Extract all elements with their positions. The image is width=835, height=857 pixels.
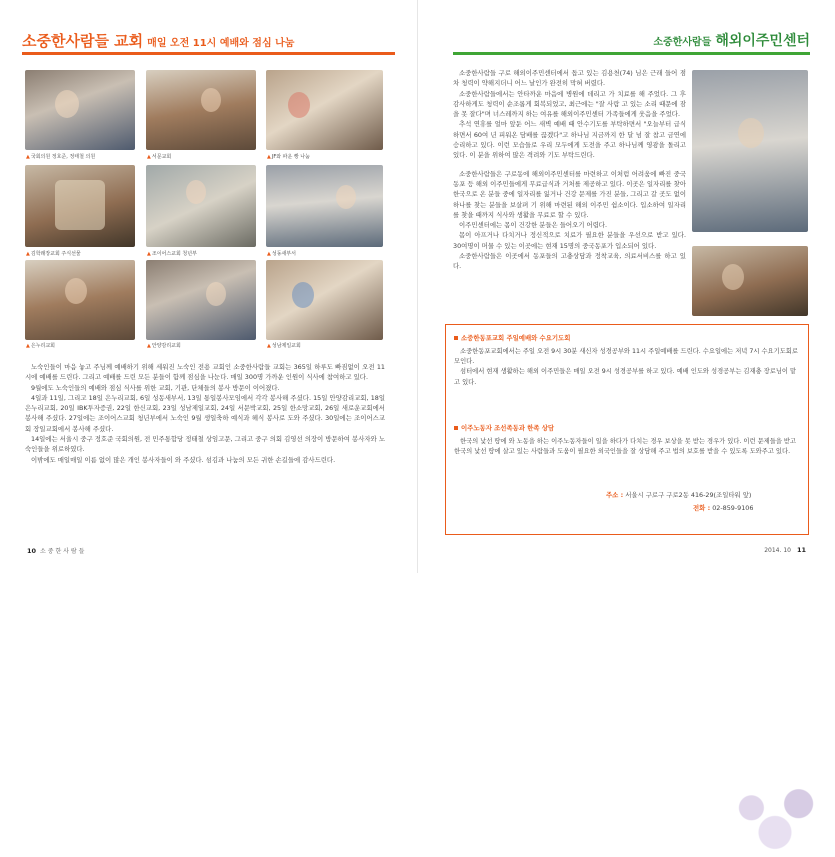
right-footer	[764, 546, 810, 554]
right-title-big: 해외이주민센터	[715, 33, 810, 49]
right-page	[418, 0, 835, 573]
paragraph: 소중한사람들은 구로동에 해외이주민센터를 마련하고 이처럼 어려움에 빠진 중국 동포 등 해외 이주민들에게 무료급식과 거처를 제공하고 있다. 이곳은 일자리를 찾아 한국으로 온 분들 중에 일자리를 잃거나 건강 문제를 가진 분들, 그리고 갈 곳도 없이 하나를 찾는 분들을 보살펴 기 위해 마련된 해외 이주민 쉼소이다. 입소하여 일자리를 찾을 때까지 식사와 생활을 무료로 할 수 있다.	[453, 169, 686, 219]
photo-5	[146, 165, 256, 247]
phone-line: 전화 : 02-859-9106	[693, 504, 754, 512]
left-footer	[27, 546, 84, 555]
paragraph: 섬터에서 현재 생활하는 해외 이주민들은 매일 오전 9시 성경공부를 하고 있다. 예배 인도와 성경공부는 김재충 장로님이 맡고 있다.	[454, 368, 797, 386]
left-title: 소중한사람들 교회	[22, 32, 144, 50]
left-body	[25, 362, 385, 465]
photo-4	[25, 165, 135, 247]
paragraph: 소중한동포교회에서는 주일 오전 9시 30분 새신자 성경공부와 11시 주일예배를 드린다. 수요일에는 저녁 7시 수요기도회로 모인다.	[454, 348, 798, 366]
left-header	[22, 30, 294, 51]
photo-caption: ▲국회의원 정호준, 정태철 의원	[26, 154, 96, 160]
photo-right-2	[692, 246, 808, 316]
photo-caption: ▲조이어스교회 청년부	[147, 251, 197, 257]
photo-9	[266, 260, 383, 340]
photo-6	[266, 165, 383, 247]
right-title-small: 소중한사람들	[653, 37, 712, 48]
photo-3	[266, 70, 383, 150]
flower-decoration	[716, 775, 834, 857]
box-heading-2: 이주노동자 조선족동과 한족 상담	[454, 423, 554, 432]
photo-2	[146, 70, 256, 150]
photo-caption: ▲서문교회	[147, 154, 172, 160]
photo-8	[146, 260, 256, 340]
paragraph: 9월에도 노숙인들의 예배와 점심 식사를 위한 교회, 기관, 단체들의 봉사 방문이 이어졌다.	[31, 383, 280, 392]
paragraph: 소중한사람들에서는 안타까운 마음에 병원에 데리고 가 치료를 해 주었다. 그 후 감사하게도 청력이 순조롭게 회복되었고, 최근에는 "잘 사람 고 있는 소리 때문에 잠을 못 잘다"며 너스레까지 하는 여유를 해외이주민센터 가족들에게 웃음을 주었다.	[453, 89, 686, 119]
photo-caption: ▲성남제일교회	[267, 343, 301, 349]
photo-7	[25, 260, 135, 340]
footer-label: 소 중 한 사 람 들	[40, 548, 85, 555]
right-header	[653, 30, 810, 50]
footer-date: 2014. 10	[764, 547, 791, 554]
page-number: 10	[27, 547, 37, 555]
square-bullet-icon	[454, 336, 458, 340]
paragraph: 노숙인들이 마음 놓고 주님께 예배하기 위해 세워진 노숙인 전용 교회인 소중한사람들 교회는 365일 하루도 빠짐없이 오전 11시에 예배를 드린다. 그리고 예배를 드린 모든 분들이 함께 점심을 나눈다. 매일 300명 가까운 인원이 식사에 참여하고 있다.	[25, 363, 385, 382]
info-box	[445, 324, 809, 535]
paragraph: 추석 연휴를 얼마 앞둔 어느 새벽 예배 때 안수기도를 부탁하면서 "오늘부터 급식 하면서 60여 년 피워온 담배를 끊겠다"고 하나님 지금까지 한 달 넘 잘 참고 금연에 승리하고 있다. 이런 모습들로 우리 모두에게 도전을 주고 하나님께 영광을 돌리고 있다. 이 분을 위하여 많은 격려와 기도 부탁드린다.	[453, 120, 686, 160]
paragraph: 14일에는 서울시 중구 정호준 국회의원, 전 민주통합당 정태철 상임고문, 그리고 중구 의회 김영선 의장이 방문하여 봉사자와 노숙인들을 위로하였다.	[25, 435, 385, 454]
address-line: 주소 : 서울시 구로구 구로2동 416-29(조일타워 앞)	[606, 491, 752, 499]
box-text-1	[454, 347, 800, 388]
box-text-2	[454, 437, 800, 457]
paragraph: 소중한사람들은 이곳에서 동포들의 고충상담과 정착교육, 의료서비스를 하고 있다.	[453, 252, 686, 271]
photo-right-1	[692, 70, 808, 232]
photo-1	[25, 70, 135, 150]
green-rule	[453, 52, 810, 55]
box-heading-1: 소중한동포교회 주일예배와 수요기도회	[454, 333, 570, 342]
page-number: 11	[796, 546, 806, 554]
paragraph: 몸이 아프거나 다치거나 정신적으로 치료가 필요한 분들을 우선으로 받고 있다. 30여명이 머물 수 있는 이곳에는 현재 15명의 중국동포가 입소되어 있다.	[453, 231, 686, 250]
photo-caption: ▲JF와 파운 빵 나눔	[267, 154, 310, 160]
right-body	[453, 68, 686, 272]
paragraph: 이주민센터에는 몸이 건강한 분들은 들어오기 어렵다.	[459, 221, 608, 230]
paragraph: 한국의 낯선 땅에 와 노동을 하는 이주노동자들이 일을 하다가 다치는 경우 보상을 못 받는 경우가 있다. 이런 문제들을 받고 한국의 낯선 땅에 살고 있는 사람들과 도움이 필요한 외국인들을 잘 상담해 주고 법의 보호를 받을 수 있도록 도와주고 있다.	[454, 438, 797, 456]
square-bullet-icon	[454, 426, 458, 430]
photo-caption: ▲성동새부서	[267, 251, 297, 257]
paragraph: 소중한사람들 구로 해외이주민센터에서 돕고 있는 김용천(74) 님은 근래 들어 점차 청력이 약해지더니 어느 날인가 완전히 막혀 버렸다.	[453, 69, 686, 88]
left-subtitle: 매일 오전 11시 예배와 점심 나눔	[147, 38, 295, 49]
orange-rule	[22, 52, 395, 55]
photo-caption: ▲은누리교회	[26, 343, 56, 349]
left-page	[0, 0, 417, 573]
photo-caption: ▲안양감리교회	[147, 343, 181, 349]
paragraph: 이밖에도 매일매일 이름 없이 많은 개인 봉사자들이 와 주셨다. 섬김과 나눔의 모든 귀한 손길들에 감사드린다.	[31, 455, 336, 464]
paragraph: 4일과 11일, 그리고 18일 은누리교회, 6일 성동새부서, 13일 통일봉사모임에서 각각 봉사해 주셨다. 15일 안양감리교회, 18일 은누리교회, 20일 IBK투자증권, 22일 한신교회, 23일 성남제일교회, 24일 서문박교회, 25일 한소망교회, 26일 새로운교회에서 봉사해 주셨다. 27일에는 조이어스교회 청년부에서 노숙인 9월 생일축하 예식과 헤식 봉사로 도와 주셨다. 30일에는 조이어스교회 장일교회에서 봉사해 주셨다.	[25, 393, 385, 433]
photo-caption: ▲김학래장교회 주식선물	[26, 251, 81, 257]
